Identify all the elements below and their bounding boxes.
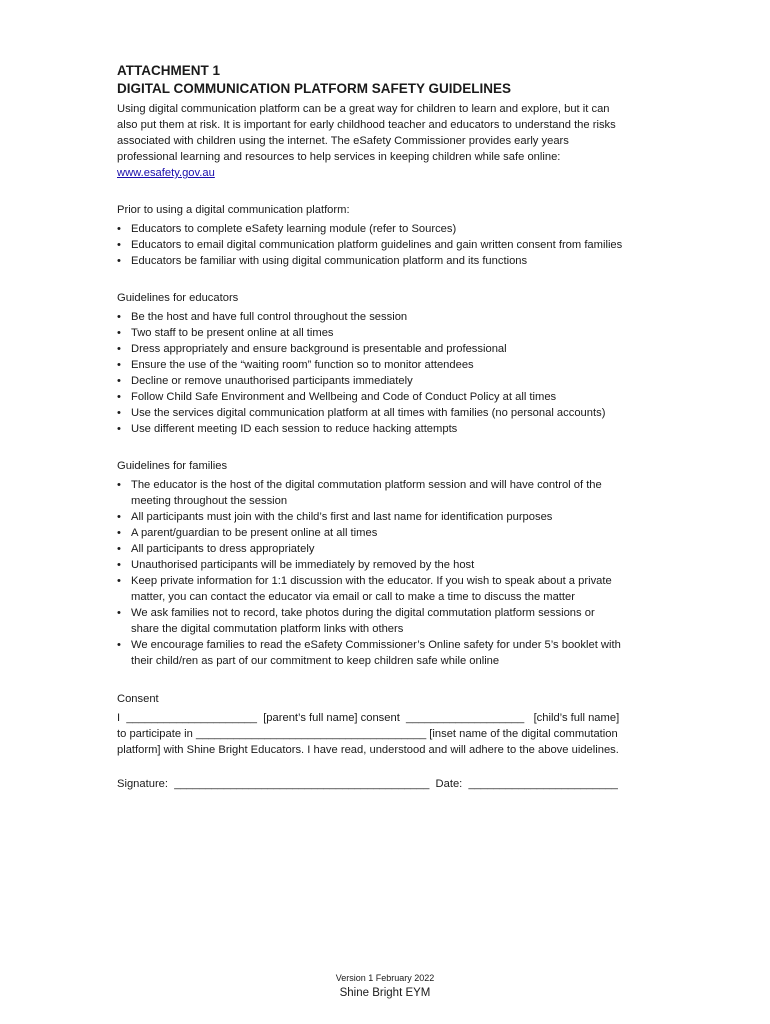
list-item: • Educators to complete eSafety learning module (refer to Sources) [117,223,457,235]
bullet-icon: • [117,255,121,267]
prior-section-label: Prior to using a digital communication platform: [117,204,350,216]
list-item: • All participants must join with the child’s first and last name for identification purposes [117,511,553,523]
list-item: • Educators be familiar with using digital communication platform and its functions [117,255,528,267]
consent-line-agreement: platform] with Shine Bright Educators. I have read, understood and will adhere to the above uidelines. [117,744,619,756]
attachment-title: ATTACHMENT 1 [117,63,220,78]
bullet-icon: • [117,239,121,251]
bullet-icon: • [117,327,121,339]
bullet-icon: • [117,407,121,419]
consent-form [117,710,657,758]
intro-paragraph [117,101,657,181]
intro-line: Using digital communication platform can be a great way for children to learn and explore, but it can [117,103,610,115]
list-item: • Two staff to be present online at all times [117,327,334,339]
list-item: • We encourage families to read the eSafety Commissioner’s Online safety for under 5’s booklet with their child/ren as part of our commitment to keep children safe while online [117,639,621,667]
intro-line: also put them at risk. It is important for early childhood teacher and educators to understand the risks [117,119,616,131]
document-body [117,62,657,792]
bullet-icon: • [117,375,121,387]
educators-section-label: Guidelines for educators [117,292,239,304]
list-item: • A parent/guardian to be present online at all times [117,527,378,539]
esafety-link[interactable]: www.esafety.gov.au [117,167,215,179]
bullet-icon: • [117,575,121,587]
families-list [117,477,657,669]
consent-label: Consent [117,693,159,705]
list-item: • Decline or remove unauthorised participants immediately [117,375,413,387]
list-item: • Dress appropriately and ensure background is presentable and professional [117,343,507,355]
list-item: • Be the host and have full control throughout the session [117,311,408,323]
consent-line-name[interactable]: I _____________________ [parent’s full name] consent ___________________ [child’s full name] [117,712,620,724]
bullet-icon: • [117,311,121,323]
bullet-icon: • [117,343,121,355]
bullet-icon: • [117,423,121,435]
bullet-icon: • [117,223,121,235]
educators-list [117,309,657,437]
list-item: • Unauthorised participants will be immediately by removed by the host [117,559,475,571]
list-item: • Ensure the use of the “waiting room” function so to monitor attendees [117,359,474,371]
list-item: • Keep private information for 1:1 discussion with the educator. If you wish to speak about a private matter, you can contact the educator via email or call to make a time to discuss the matter [117,575,612,603]
consent-line-platform[interactable]: to participate in _____________________________________ [inset name of the digital commutation [117,728,618,740]
bullet-icon: • [117,639,121,651]
list-item: • Follow Child Safe Environment and Wellbeing and Code of Conduct Policy at all times [117,391,557,403]
list-item: • We ask families not to record, take photos during the digital commutation platform sessions or share the digital commutation platform links with others [117,607,595,635]
bullet-icon: • [117,479,121,491]
bullet-icon: • [117,607,121,619]
footer-version: Version 1 February 2022 [335,973,435,983]
list-item: • Use the services digital communication platform at all times with families (no personal accounts) [117,407,606,419]
signature-date-line[interactable]: Signature: _________________________________________ Date: ________________________ [117,778,618,790]
list-item: • All participants to dress appropriately [117,543,315,555]
families-section-label: Guidelines for families [117,460,228,472]
bullet-icon: • [117,559,121,571]
bullet-icon: • [117,527,121,539]
bullet-icon: • [117,359,121,371]
bullet-icon: • [117,511,121,523]
bullet-icon: • [117,543,121,555]
bullet-icon: • [117,391,121,403]
page-title: DIGITAL COMMUNICATION PLATFORM SAFETY GUIDELINES [117,81,511,96]
footer-organisation: Shine Bright EYM [339,987,431,999]
intro-line: associated with children using the internet. The eSafety Commissioner provides early years [117,135,569,147]
list-item: • The educator is the host of the digital commutation platform session and will have control of the meeting throughout the session [117,479,602,507]
intro-line: professional learning and resources to help services in keeping children while safe online: [117,151,561,163]
list-item: • Educators to email digital communication platform guidelines and gain written consent from families [117,239,623,251]
list-item: • Use different meeting ID each session to reduce hacking attempts [117,423,458,435]
prior-list [117,221,657,269]
